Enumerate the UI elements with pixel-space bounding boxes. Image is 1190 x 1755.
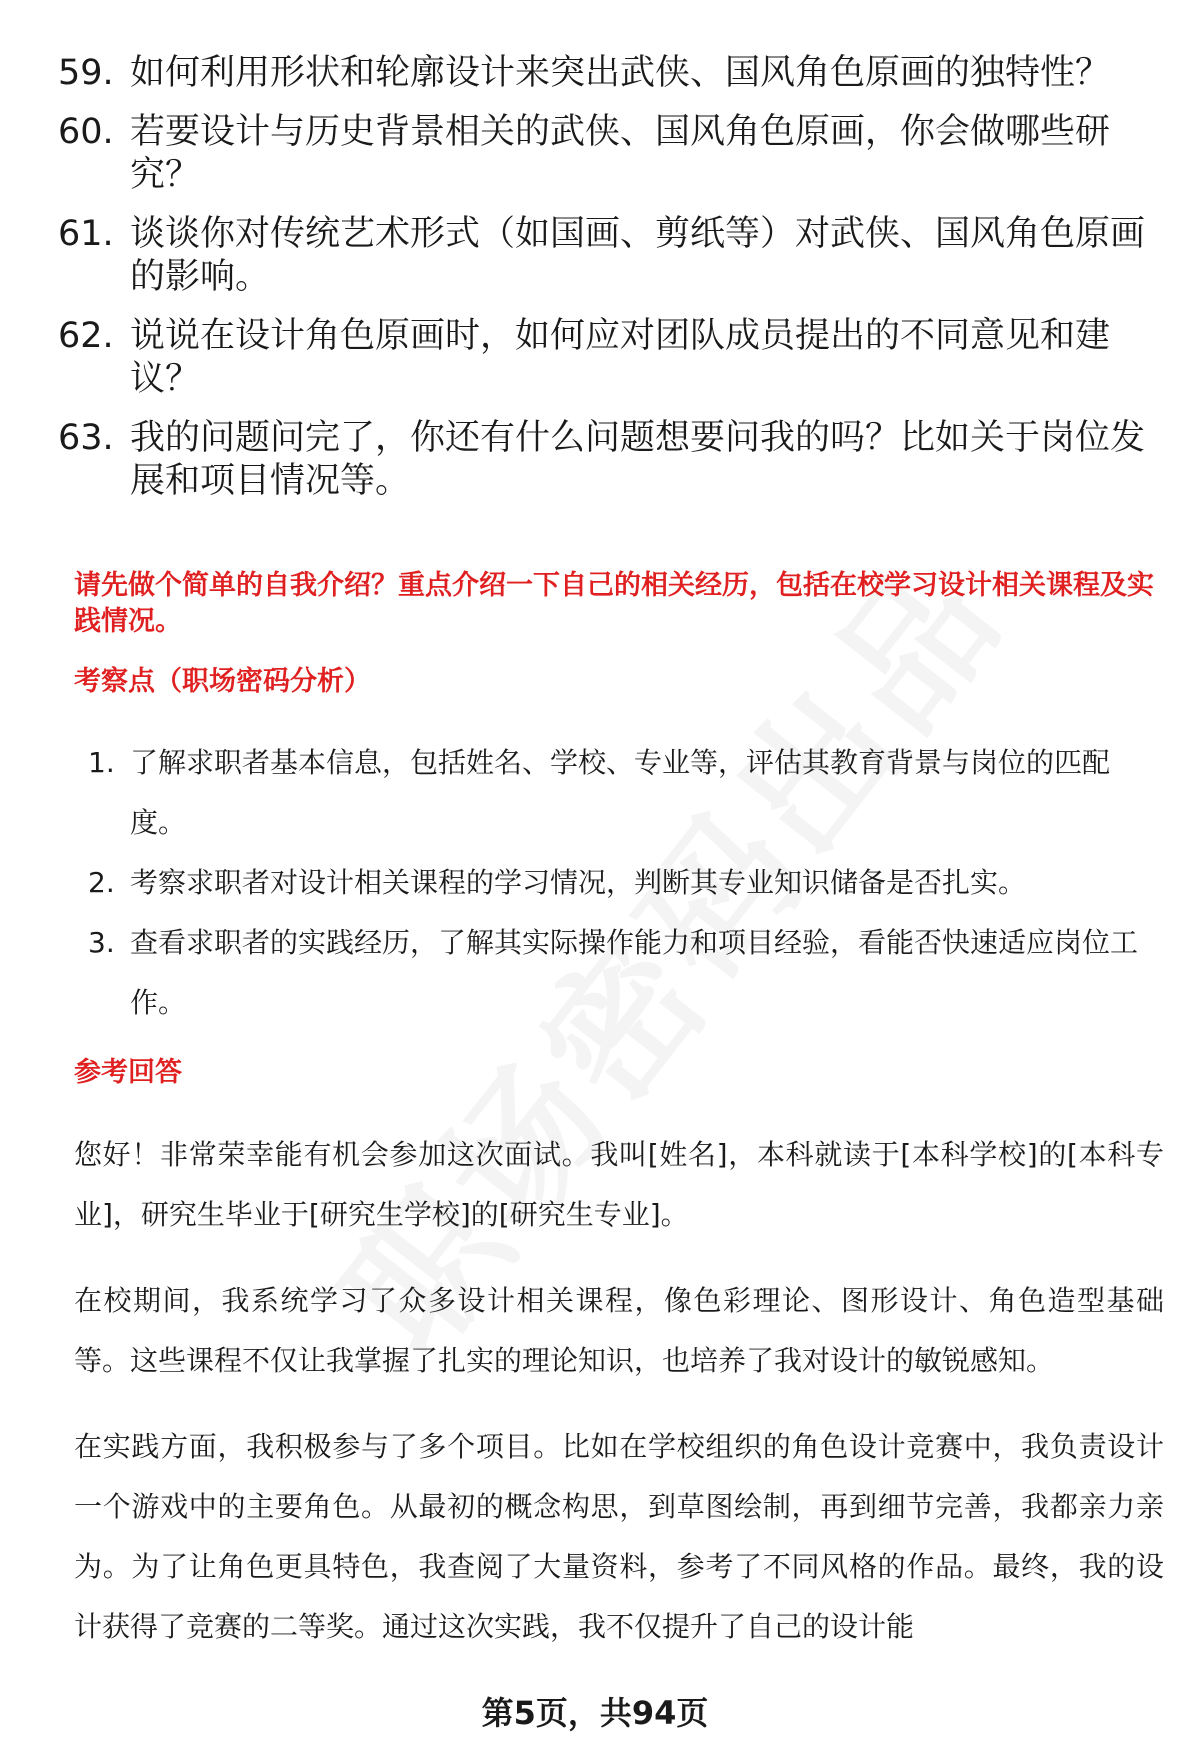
answer-heading: 参考回答 (74, 1057, 182, 1088)
analysis-heading: 考察点（职场密码分析） (74, 666, 371, 697)
answer-paragraph: 在实践方面，我积极参与了多个项目。比如在学校组织的角色设计竞赛中，我负责设计一个游戏中的主要角色。从最初的概念构思，到草图绘制，再到细节完善，我都亲力亲为。为了让角色更具特色，我查阅了大量资料，参考了不同风格的作品。最终，我的设计获得了竞赛的二等奖。通过这次实践，我不仅提升了自己的设计能 (74, 1430, 1164, 1643)
point-number: 3. (88, 926, 115, 959)
list-item (88, 733, 1148, 853)
question-text: 如何利用形状和轮廓设计来突出武侠、国风角色原画的独特性？ (130, 53, 1111, 93)
list-item (58, 315, 1148, 401)
list-item (58, 213, 1148, 299)
section-question: 请先做个简单的自我介绍？重点介绍一下自己的相关经历，包括在校学习设计相关课程及实践情况。 (74, 570, 1154, 637)
question-text: 谈谈你对传统艺术形式（如国画、剪纸等）对武侠、国风角色原画的影响。 (130, 214, 1146, 297)
question-text: 说说在设计角色原画时，如何应对团队成员提出的不同意见和建议？ (130, 316, 1111, 399)
list-item (88, 913, 1148, 1033)
question-text: 若要设计与历史背景相关的武侠、国风角色原画，你会做哪些研究？ (130, 112, 1111, 195)
page-footer: 第5页，共94页 (481, 1694, 709, 1732)
answer-paragraph: 您好！非常荣幸能有机会参加这次面试。我叫[姓名]，本科就读于[本科学校]的[本科专业]，研究生毕业于[研究生学校]的[研究生专业]。 (74, 1138, 1164, 1231)
list-item (88, 853, 1148, 913)
point-text: 查看求职者的实践经历，了解其实际操作能力和项目经验，看能否快速适应岗位工作。 (130, 926, 1139, 1019)
list-item (58, 111, 1148, 197)
point-text: 考察求职者对设计相关课程的学习情况，判断其专业知识储备是否扎实。 (130, 866, 1027, 899)
question-number: 61. (58, 214, 114, 254)
answer-paragraph: 在校期间，我系统学习了众多设计相关课程，像色彩理论、图形设计、角色造型基础等。这些课程不仅让我掌握了扎实的理论知识，也培养了我对设计的敏锐感知。 (74, 1284, 1164, 1377)
list-item (58, 417, 1148, 503)
point-text: 了解求职者基本信息，包括姓名、学校、专业等，评估其教育背景与岗位的匹配度。 (130, 746, 1111, 839)
question-list (58, 52, 1148, 519)
list-item (58, 52, 1148, 95)
question-number: 59. (58, 53, 114, 93)
question-text: 我的问题问完了，你还有什么问题想要问我的吗？比如关于岗位发展和项目情况等。 (130, 418, 1146, 501)
question-number: 62. (58, 316, 114, 356)
question-number: 60. (58, 112, 114, 152)
answer-body (74, 1125, 1164, 1683)
point-number: 2. (88, 866, 115, 899)
question-number: 63. (58, 418, 114, 458)
point-number: 1. (88, 746, 115, 779)
analysis-points (88, 733, 1148, 1033)
